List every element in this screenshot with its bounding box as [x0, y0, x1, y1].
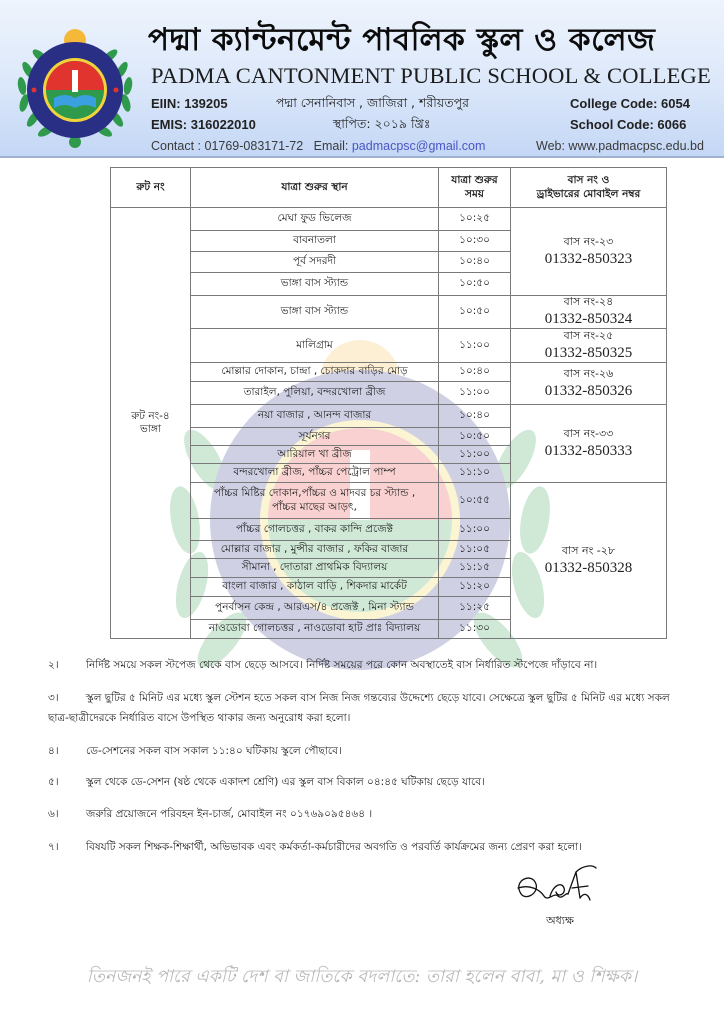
- header-start-time-line1: যাত্রা শুরুর: [451, 174, 498, 187]
- bus-number: বাস নং-২৫: [563, 328, 614, 342]
- bus-cell: [511, 483, 666, 638]
- stop-time: ১০:৪০: [459, 255, 490, 268]
- stop-place: পাঁচ্চর মিষ্টির দোকান,পাঁচ্চর ও মাদবর চর স্ট্যান্ড , পাঁচ্চর মাছের আড়ৎ,: [213, 487, 416, 513]
- header-start-time: [439, 168, 510, 207]
- stop-place: আরিয়াল খা ব্রীজ: [277, 447, 352, 460]
- driver-phone[interactable]: 01332-850325: [544, 344, 633, 361]
- instruction-item: [48, 837, 688, 857]
- instruction-number: ৪।: [48, 745, 59, 757]
- bus-number: বাস নং -২৮: [561, 543, 616, 557]
- bus-cell: [511, 208, 666, 295]
- instruction-item: [48, 804, 688, 824]
- bus-cell: [511, 405, 666, 482]
- instruction-number: ২।: [48, 659, 59, 671]
- instruction-text: নির্দিষ্ট সময়ে সকল স্টপেজ থেকে বাস ছেড়ে আসবে। নির্দিষ্ট সময়ের পরে কোন অবস্থাতেই বাস নির্ধারিত স্টপেজে দাঁড়াবে না।: [86, 659, 598, 671]
- school-name-bangla: পদ্মা ক্যান্টনমেন্ট পাবলিক স্কুল ও কলেজ: [148, 22, 656, 58]
- school-logo: [8, 18, 142, 152]
- instruction-text: বিষযটি সকল শিক্ষক-শিক্ষার্থী, অভিভাবক এবং কর্মকর্তা-কর্মচারীদের অবগতি ও পরবর্তি কার্যক্রমের জন্য প্রেরণ করা হলো।: [86, 841, 582, 853]
- stop-time: ১১:১০: [459, 466, 490, 479]
- instruction-number: ৫।: [48, 776, 59, 788]
- route-name: ভাঙ্গা: [140, 423, 161, 435]
- contact-line: [151, 139, 485, 153]
- stop-time: ১০:৩০: [459, 234, 490, 247]
- emis-number: EMIS: 316022010: [151, 117, 256, 132]
- footer-quote: তিনজনই পারে একটি দেশ বা জাতিকে বদলাতে: তারা হলেন বাবা, মা ও শিক্ষক।: [86, 967, 638, 987]
- stop-time: ১১:০০: [459, 447, 490, 460]
- header-start-place: যাত্রা শুরুর স্থান: [281, 180, 348, 193]
- stop-time: ১১:২৫: [459, 601, 490, 614]
- driver-phone[interactable]: 01332-850326: [544, 382, 633, 399]
- school-code: School Code: 6066: [570, 117, 687, 132]
- bus-number: বাস নং-২৩: [563, 234, 614, 248]
- stop-time: ১১:০০: [459, 522, 490, 535]
- instruction-number: ৬।: [48, 808, 59, 820]
- stop-time: ১১:২০: [459, 580, 490, 593]
- bus-number: বাস নং-৩৩: [563, 426, 614, 440]
- bus-number: বাস নং-২৪: [563, 295, 614, 309]
- driver-phone[interactable]: 01332-850328: [544, 559, 633, 576]
- instruction-item: [48, 772, 688, 792]
- stop-place: মালিগ্রাম: [296, 338, 333, 351]
- instruction-text: স্কুল ছুটির ৫ মিনিট এর মধ্যে স্কুল স্টেশন হতে সকল বাস নিজ নিজ গন্তব্যের উদ্দেশ্যে ছেড়ে যাবে। সেক্ষেত্রে স্কুল ছুটির ৫ মিনিট এর মধ্যে সকল ছাত্র-ছাত্রীদেরকে নির্ধারিত বাসে উপস্থিত থাকার জন্য অনুরোধ করা হলো।: [48, 692, 670, 724]
- stop-place: ভাঙ্গা বাস স্ট্যান্ড: [280, 305, 349, 318]
- bus-cell: [511, 363, 666, 404]
- contact-phone: Contact : 01769-083171-72: [151, 139, 304, 153]
- stop-time: ১০:২৫: [459, 212, 490, 225]
- stop-place: বন্দরখোলা ব্রীজ, পাঁচ্চর পেট্রোল পাম্প: [233, 466, 396, 479]
- stop-place: পূর্ব সদরদী: [292, 255, 337, 268]
- stop-place: পাঁচ্চর গোলচত্তর , বাকর কান্দি প্রজেক্ট: [236, 522, 393, 535]
- stop-place: সীমানা , দোতারা প্রাথমিক বিদ্যালয়: [241, 561, 388, 574]
- stop-time: ১০:৫০: [459, 305, 490, 318]
- school-address: পদ্মা সেনানিবাস , জাজিরা , শরীয়তপুর: [276, 95, 469, 110]
- stop-time: ১১:০০: [459, 386, 490, 399]
- header-bus-line1: বাস নং ও: [567, 174, 610, 187]
- stop-place: মোল্লার দোকান, চান্দ্রা , চোকদার বাড়ির মোড়: [221, 365, 408, 378]
- instruction-item: [48, 688, 688, 728]
- driver-phone[interactable]: 01332-850323: [544, 250, 633, 267]
- instruction-number: ৭।: [48, 841, 59, 853]
- letterhead: [0, 0, 724, 158]
- stop-time: ১১:০০: [459, 338, 490, 351]
- instruction-text: ডে-সেশনের সকল বাস সকাল ১১:৪০ ঘটিকায় স্কুলে পৌছাবে।: [86, 745, 342, 757]
- eiin-number: EIIN: 139205: [151, 96, 228, 111]
- header-bus-driver: [511, 168, 666, 207]
- driver-phone[interactable]: 01332-850324: [544, 311, 633, 327]
- stop-place: ভাঙ্গা বাস স্ট্যান্ড: [280, 277, 349, 290]
- bus-cell: [511, 329, 666, 362]
- instruction-item: [48, 741, 688, 761]
- email-link[interactable]: padmacpsc@gmail.com: [351, 139, 486, 153]
- stop-place: বাংলা বাজার , কাঠাল বাড়ি , শিকদার মার্কেট: [222, 580, 407, 593]
- stop-place: বাবনাতলা: [293, 234, 336, 247]
- stop-place: পুনর্বাসন কেন্দ্র , আরএস/৪ প্রজেক্ট , মিনা স্ট্যান্ড: [215, 601, 414, 614]
- bus-number: বাস নং-২৬: [563, 366, 614, 380]
- header-start-time-line2: সময়: [465, 187, 484, 200]
- route-number: রুট নং-৪: [131, 409, 170, 422]
- stop-time: ১১:০৫: [459, 542, 490, 555]
- header-bus-line2: ড্রাইভারের মোবাইল নম্বর: [536, 187, 641, 200]
- stop-time: ১০:৫০: [459, 429, 490, 442]
- stop-place: মোল্লার বাজার , মুন্সীর বাজার , ফকির বাজার: [220, 542, 409, 555]
- driver-phone[interactable]: 01332-850333: [544, 442, 633, 459]
- stop-time: ১০:৫৫: [459, 493, 490, 506]
- stop-time: ১০:৪০: [459, 365, 490, 378]
- stop-place: সূর্যনগর: [298, 429, 331, 442]
- stop-time: ১১:৩০: [459, 622, 490, 635]
- email-label: Email:: [313, 139, 349, 153]
- route-cell: [111, 208, 190, 638]
- stop-place: মেঘা ফুড ভিলেজ: [277, 212, 352, 225]
- principal-title: অধ্যক্ষ: [546, 914, 574, 927]
- bus-cell: [511, 296, 666, 328]
- principal-signature: [510, 862, 600, 912]
- instruction-number: ৩।: [48, 692, 59, 704]
- established-year: স্থাপিত: ২০১৯ খ্রিঃ: [333, 116, 431, 131]
- instruction-item: [48, 655, 688, 675]
- stop-time: ১০:৫০: [459, 277, 490, 290]
- website-link[interactable]: Web: www.padmacpsc.edu.bd: [536, 139, 704, 153]
- stop-place: নয়া বাজার , আনন্দ বাজার: [257, 409, 372, 422]
- stop-time: ১০:৪০: [459, 409, 490, 422]
- college-code: College Code: 6054: [570, 96, 690, 111]
- header-route-no: রুট নং: [136, 180, 165, 193]
- stop-place: নাওডোবা গোলচত্তর , নাওডোবা হাট প্রাঃ বিদ্যালয়: [208, 622, 421, 635]
- stop-place: তারাইল, পুলিয়া, বন্দরখোলা ব্রীজ: [243, 386, 386, 399]
- school-name-english: PADMA CANTONMENT PUBLIC SCHOOL & COLLEGE: [151, 63, 711, 88]
- stop-time: ১১:১৫: [459, 561, 490, 574]
- instruction-text: জরুরি প্রয়োজনে পরিবহন ইন-চার্জ, মোবাইল নং ০১৭৬৯০৯৫৪৬৪ ।: [86, 808, 373, 820]
- instruction-text: স্কুল থেকে ডে-সেশন (ষষ্ঠ থেকে একাদশ শ্রেণি) এর স্কুল বাস বিকাল ০৪:৪৫ ঘটিকায় ছেড়ে যাবে।: [86, 776, 485, 788]
